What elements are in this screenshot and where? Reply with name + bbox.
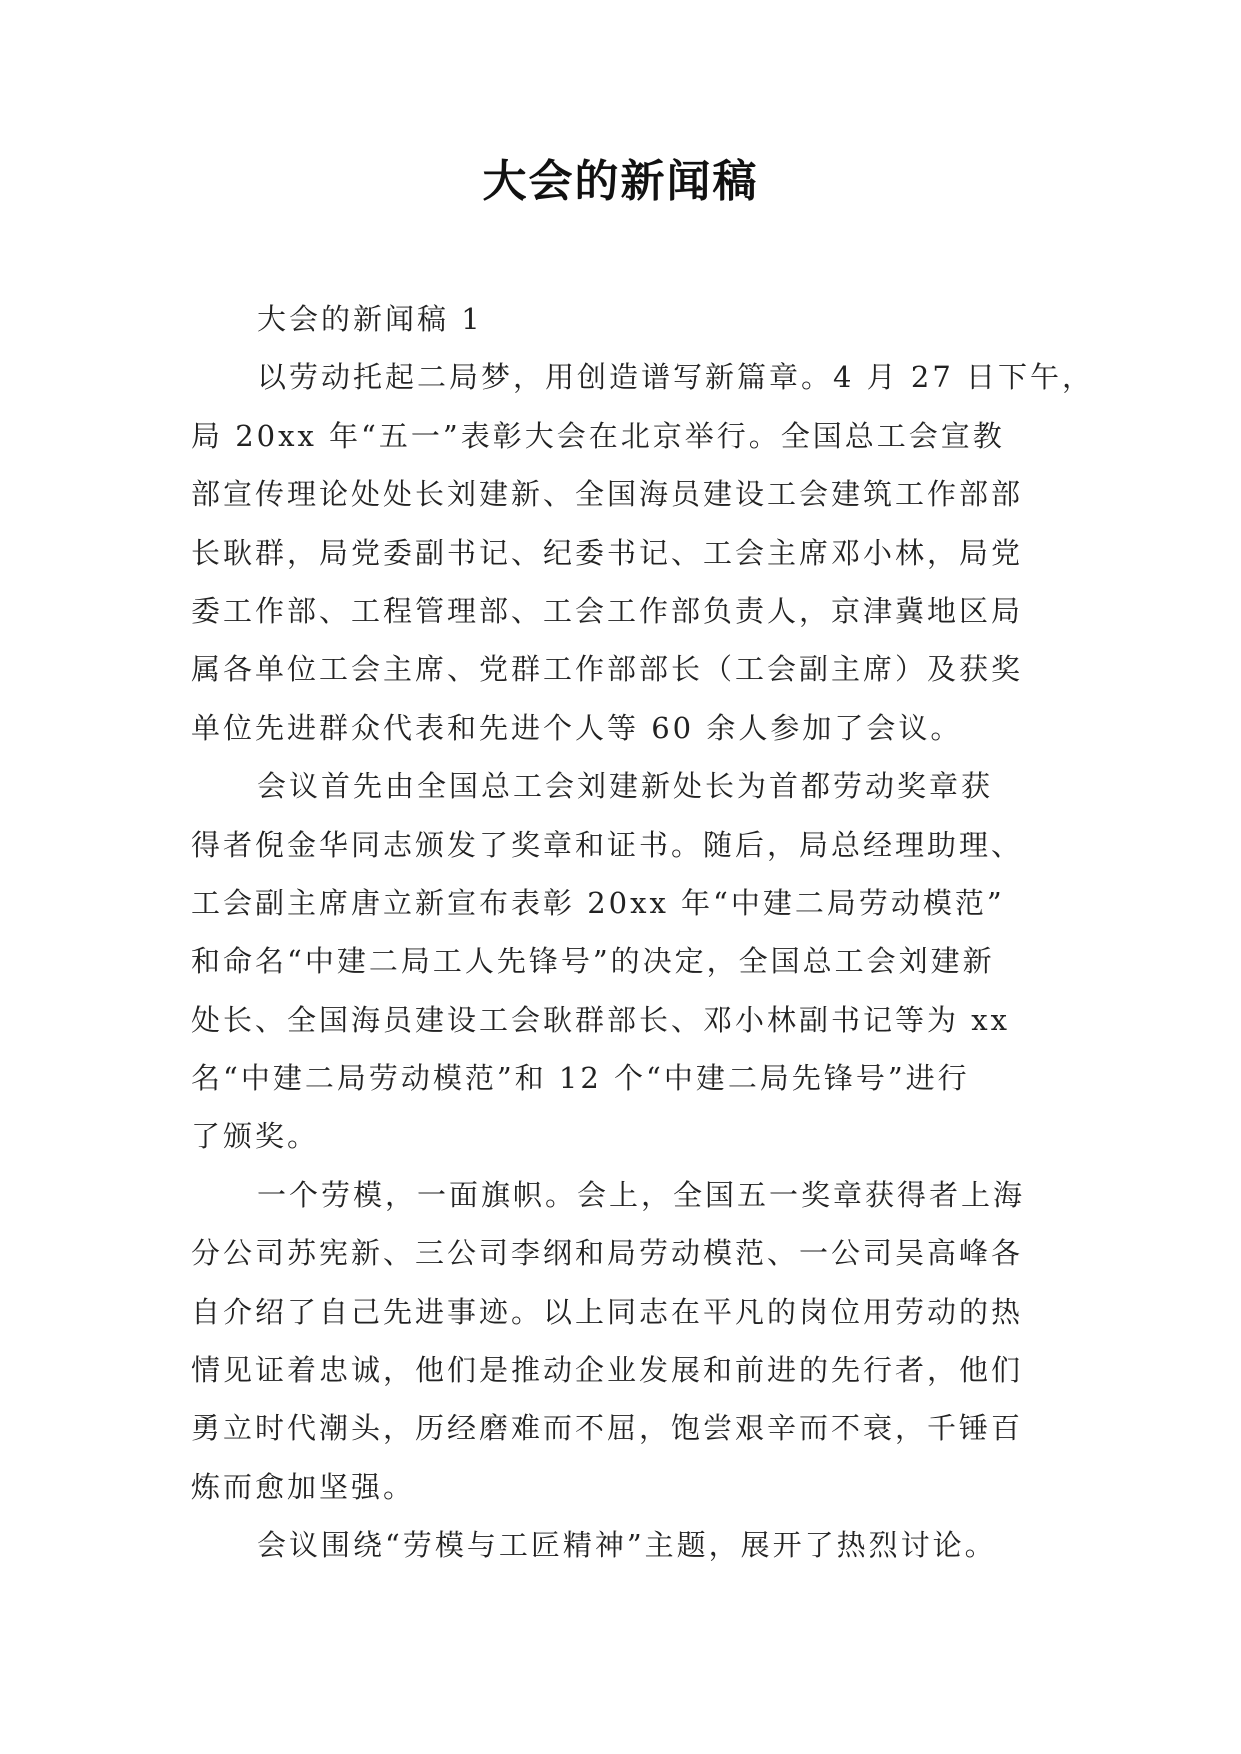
paragraph-1-line-3: 部宣传理论处处长刘建新、全国海员建设工会建筑工作部部 [191,477,1024,512]
paragraph-4-line-1: 会议围绕“劳模与工匠精神”主题，展开了热烈讨论。 [257,1528,997,1563]
paragraph-3-line-5: 勇立时代潮头，历经磨难而不屈，饱尝艰辛而不衰，千锤百 [191,1411,1024,1446]
paragraph-1-line-6: 属各单位工会主席、党群工作部部长（工会副主席）及获奖 [191,652,1024,687]
paragraph-1-line-7: 单位先进群众代表和先进个人等 60 余人参加了会议。 [191,710,963,745]
paragraph-3-line-3: 自介绍了自己先进事迹。以上同志在平凡的岗位用劳动的热 [191,1294,1024,1329]
paragraph-3-line-2: 分公司苏宪新、三公司李纲和局劳动模范、一公司吴高峰各 [191,1236,1024,1271]
paragraph-2-line-2: 得者倪金华同志颁发了奖章和证书。随后，局总经理助理、 [191,827,1024,862]
paragraph-1-line-4: 长耿群，局党委副书记、纪委书记、工会主席邓小林，局党 [191,535,1024,570]
paragraph-2-line-6: 名“中建二局劳动模范”和 12 个“中建二局先锋号”进行 [191,1061,970,1096]
section-heading: 大会的新闻稿 1 [257,302,483,336]
paragraph-2-line-5: 处长、全国海员建设工会耿群部长、邓小林副书记等为 xx [191,1002,1010,1037]
document-body [191,290,1095,1575]
paragraph-3-line-1: 一个劳模，一面旗帜。会上，全国五一奖章获得者上海 [257,1177,1026,1212]
paragraph-1-line-5: 委工作部、工程管理部、工会工作部负责人，京津冀地区局 [191,593,1024,628]
document-title: 大会的新闻稿 [482,156,759,207]
paragraph-1-line-2: 局 20xx 年“五一”表彰大会在北京举行。全国总工会宣教 [191,418,1005,453]
paragraph-2-line-3: 工会副主席唐立新宣布表彰 20xx 年“中建二局劳动模范” [191,885,1005,920]
paragraph-2-line-7: 了颁奖。 [191,1119,320,1154]
paragraph-2-line-1: 会议首先由全国总工会刘建新处长为首都劳动奖章获 [257,769,994,804]
paragraph-1-line-1: 以劳动托起二局梦，用创造谱写新篇章。4 月 27 日下午， [257,360,1095,395]
paragraph-3-line-6: 炼而愈加坚强。 [191,1469,416,1504]
paragraph-3-line-4: 情见证着忠诚，他们是推动企业发展和前进的先行者，他们 [191,1353,1024,1388]
paragraph-2-line-4: 和命名“中建二局工人先锋号”的决定，全国总工会刘建新 [191,944,995,979]
